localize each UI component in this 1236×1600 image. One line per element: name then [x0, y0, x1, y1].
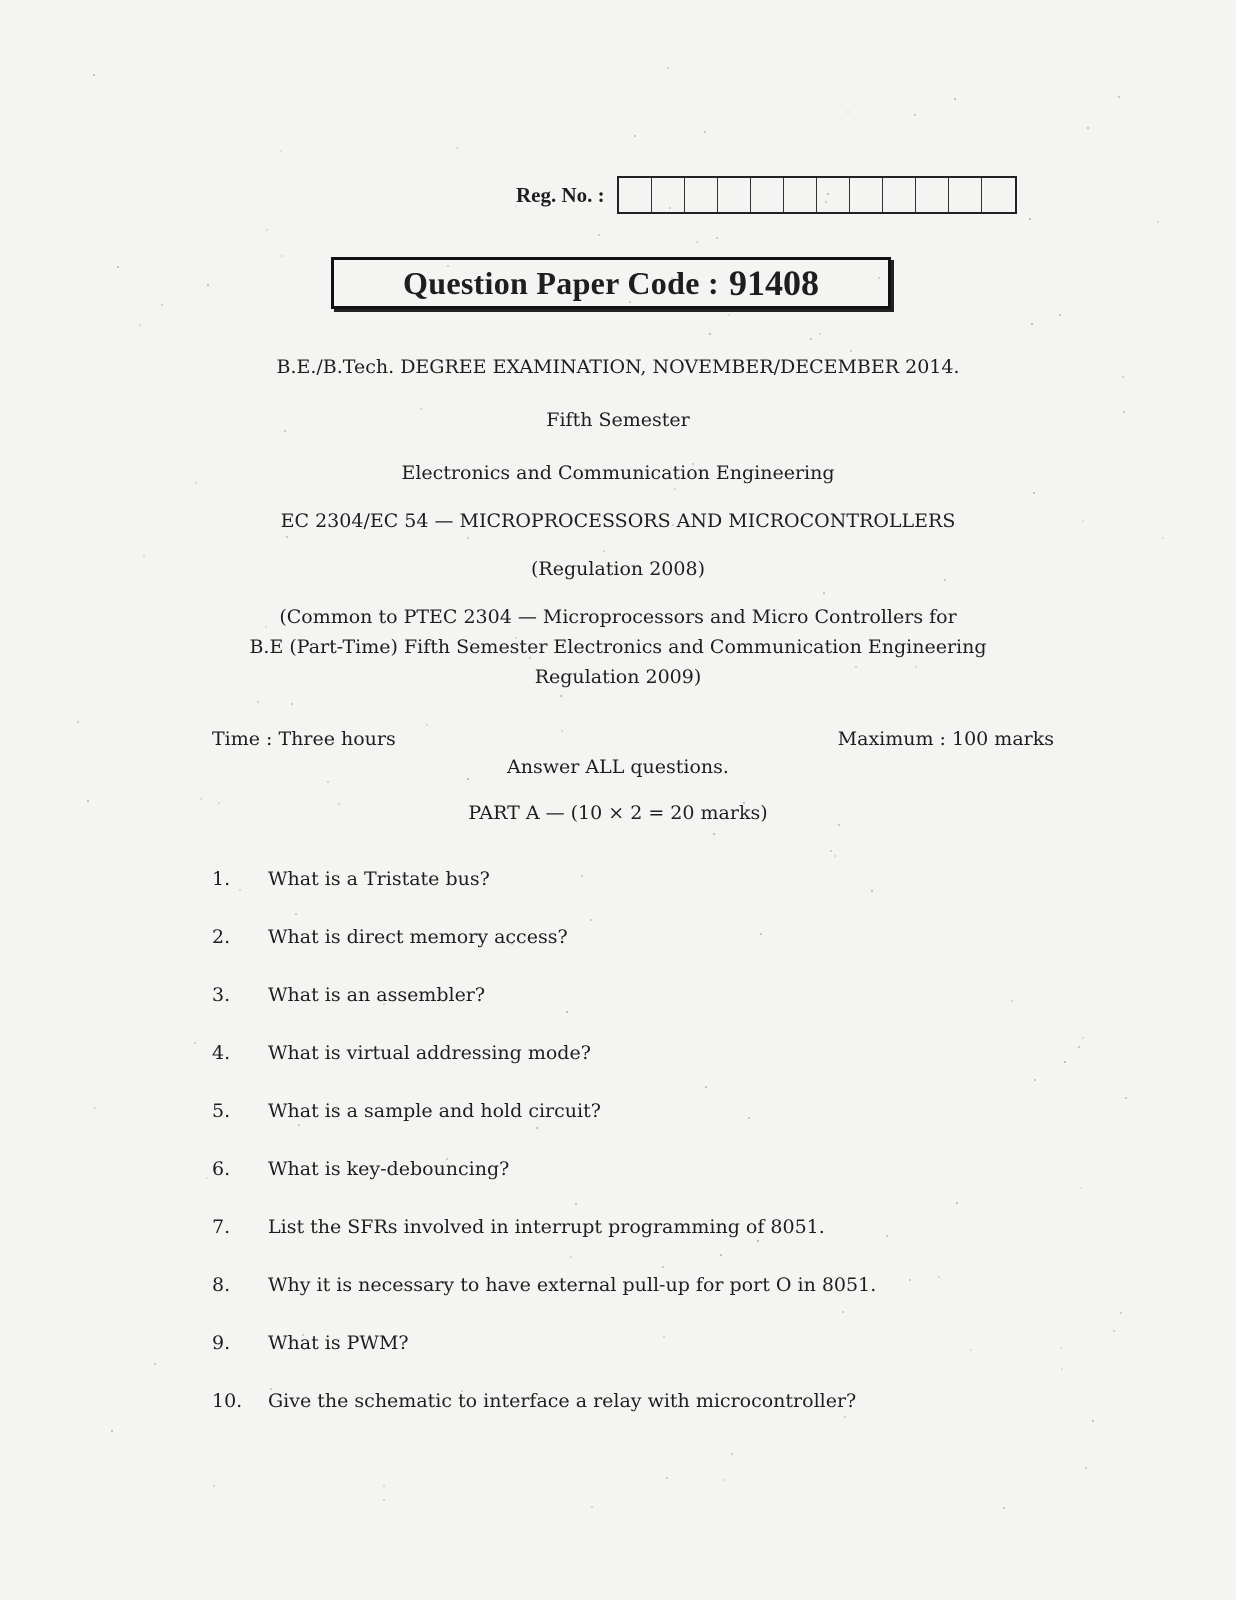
scan-speck [838, 824, 840, 826]
reg-no-box [751, 178, 784, 212]
scan-speck [704, 131, 706, 133]
scan-speck [1059, 314, 1061, 316]
scan-speck [666, 1477, 668, 1479]
scan-speck [810, 338, 812, 340]
reg-no-box [784, 178, 817, 212]
scan-speck [847, 111, 849, 113]
question-text: What is virtual addressing mode? [268, 1042, 591, 1064]
scan-speck [154, 1363, 156, 1365]
time-marks-row [212, 728, 1054, 750]
reg-no-box [949, 178, 982, 212]
scan-speck [257, 701, 259, 703]
question-number: 9. [212, 1332, 231, 1354]
reg-no-box [718, 178, 751, 212]
question-text: What is PWM? [268, 1332, 409, 1354]
scan-speck [914, 114, 916, 116]
scan-speck [1113, 1330, 1115, 1332]
scan-speck [207, 284, 209, 286]
question-item [212, 926, 1112, 984]
scan-speck [94, 1107, 96, 1109]
scan-speck [728, 314, 730, 316]
scan-speck [1087, 127, 1089, 129]
reg-no-box [619, 178, 652, 212]
scan-speck [830, 850, 832, 852]
question-number: 5. [212, 1100, 231, 1122]
common-to-line-2: B.E (Part-Time) Fifth Semester Electronics and Communication Engineering [249, 636, 987, 658]
maximum-marks: Maximum : 100 marks [837, 728, 1054, 750]
degree-line: B.E./B.Tech. DEGREE EXAMINATION, NOVEMBER/DECEMBER 2014. [276, 356, 960, 378]
question-number: 6. [212, 1158, 231, 1180]
scan-speck [200, 798, 202, 800]
scan-speck [213, 1485, 215, 1487]
scan-speck [598, 234, 600, 236]
scan-speck [1125, 1097, 1127, 1099]
scan-speck [467, 537, 469, 539]
question-number: 7. [212, 1216, 231, 1238]
reg-no-box [982, 178, 1015, 212]
question-item [212, 984, 1112, 1042]
scan-speck [709, 333, 711, 335]
scan-speck [161, 304, 163, 306]
reg-no-row [516, 176, 1017, 214]
scan-speck [1157, 221, 1159, 223]
question-text: What is direct memory access? [268, 926, 568, 948]
question-paper-code-label: Question Paper Code : [403, 264, 719, 301]
scan-speck [1033, 492, 1035, 494]
reg-no-box [850, 178, 883, 212]
scan-speck [206, 1177, 208, 1179]
scan-speck [291, 703, 293, 705]
scan-speck [383, 1499, 385, 1501]
part-a-heading: PART A — (10 × 2 = 20 marks) [468, 802, 768, 824]
question-paper-code-box [331, 257, 891, 309]
reg-no-box [916, 178, 949, 212]
question-item [212, 1042, 1112, 1100]
scan-speck [467, 778, 469, 780]
scan-speck [834, 855, 836, 857]
scan-speck [634, 135, 636, 137]
question-item [212, 1216, 1112, 1274]
question-item [212, 1158, 1112, 1216]
scan-speck [954, 98, 956, 100]
scan-speck [117, 266, 119, 268]
scan-speck [716, 237, 718, 239]
reg-no-label: Reg. No. : [516, 182, 605, 207]
question-text: What is a Tristate bus? [268, 868, 490, 890]
scan-speck [696, 241, 698, 243]
question-item [212, 868, 1112, 926]
scan-speck [1118, 96, 1120, 98]
subject: EC 2304/EC 54 — MICROPROCESSORS AND MICROCONTROLLERS [280, 510, 956, 532]
question-text: What is a sample and hold circuit? [268, 1100, 601, 1122]
question-text: Why it is necessary to have external pull-up for port O in 8051. [268, 1274, 877, 1296]
question-number: 1. [212, 868, 231, 890]
question-text: What is key-debouncing? [268, 1158, 510, 1180]
common-to-line-1: (Common to PTEC 2304 — Microprocessors and Micro Controllers for [279, 606, 957, 628]
question-item [212, 1390, 1112, 1448]
question-text: List the SFRs involved in interrupt programming of 8051. [268, 1216, 825, 1238]
reg-no-box [685, 178, 718, 212]
scan-speck [111, 1430, 113, 1432]
scan-speck [674, 488, 676, 490]
reg-no-box [817, 178, 850, 212]
scan-speck [426, 724, 428, 726]
scan-speck [723, 1479, 725, 1481]
branch: Electronics and Communication Engineering [401, 462, 835, 484]
scan-speck [139, 324, 141, 326]
regulation: (Regulation 2008) [531, 558, 705, 580]
scan-speck [823, 592, 825, 594]
question-paper-code: 91408 [728, 263, 819, 303]
question-number: 4. [212, 1042, 231, 1064]
semester: Fifth Semester [546, 409, 690, 431]
scan-speck [93, 74, 95, 76]
question-item [212, 1274, 1112, 1332]
scan-speck [383, 1485, 385, 1487]
scan-speck [591, 1506, 593, 1508]
scan-speck [1120, 1312, 1122, 1314]
answer-all-instruction: Answer ALL questions. [507, 756, 729, 778]
scan-speck [603, 550, 605, 552]
scan-speck [1031, 323, 1033, 325]
reg-no-box [652, 178, 685, 212]
question-number: 8. [212, 1274, 231, 1296]
time-duration: Time : Three hours [212, 728, 396, 750]
common-to-line-3: Regulation 2009) [534, 666, 702, 688]
scan-speck [194, 1042, 196, 1044]
question-list [212, 868, 1112, 1448]
scan-speck [819, 333, 821, 335]
scan-speck [456, 147, 458, 149]
scan-speck [560, 695, 562, 697]
scan-speck [1029, 218, 1031, 220]
question-item [212, 1332, 1112, 1390]
scan-speck [1003, 1507, 1005, 1509]
question-text: Give the schematic to interface a relay with microcontroller? [268, 1390, 857, 1412]
scan-speck [327, 781, 329, 783]
scan-speck [850, 350, 852, 352]
scan-speck [280, 150, 282, 152]
question-number: 2. [212, 926, 231, 948]
scan-speck [143, 555, 145, 557]
scan-speck [77, 721, 79, 723]
scan-speck [713, 833, 715, 835]
scan-speck [667, 67, 669, 69]
scan-speck [1162, 537, 1164, 539]
reg-no-boxes [617, 176, 1017, 214]
scan-speck [731, 1453, 733, 1455]
scan-speck [266, 229, 268, 231]
question-number: 3. [212, 984, 231, 1006]
reg-no-box [883, 178, 916, 212]
question-number: 10. [212, 1390, 243, 1412]
scan-speck [281, 255, 283, 257]
scan-speck [1085, 1467, 1087, 1469]
question-text: What is an assembler? [268, 984, 486, 1006]
scan-speck [286, 536, 288, 538]
question-item [212, 1100, 1112, 1158]
